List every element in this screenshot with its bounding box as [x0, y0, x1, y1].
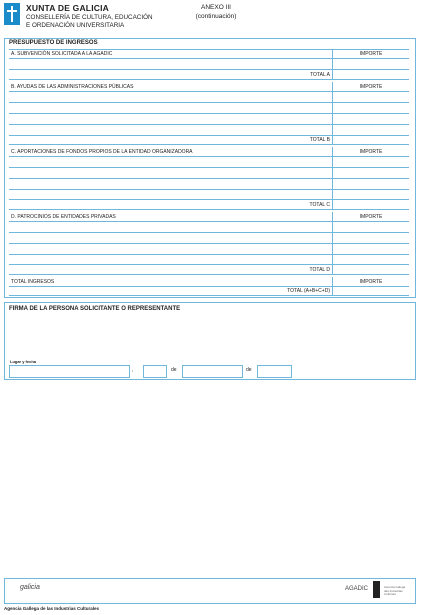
budget-title: PRESUPUESTO DE INGRESOS	[9, 40, 98, 46]
table-row	[9, 221, 409, 222]
table-row	[9, 69, 409, 70]
agadic-logo: AGADIC	[345, 586, 369, 592]
section-b-label: B. AYUDAS DE LAS ADMINISTRACIONES PÚBLICAS	[11, 84, 134, 90]
de-label-1: de	[171, 367, 177, 373]
section-c-label: C. APORTACIONES DE FONDOS PROPIOS DE LA ENTIDAD ORGANIZADORA	[11, 149, 193, 155]
table-row	[9, 91, 409, 92]
divider	[9, 49, 409, 50]
importe-column-divider	[332, 277, 333, 295]
day-field[interactable]	[143, 365, 167, 378]
total-sum-label: TOTAL (A+B+C+D)	[287, 288, 330, 294]
continuation-label: (continuación)	[195, 13, 237, 20]
section-d-label: D. PATROCINIOS DE ENTIDADES PRIVADAS	[11, 214, 116, 220]
table-row	[9, 189, 409, 190]
section-a-importe: IMPORTE	[359, 51, 383, 57]
comma-separator: ,	[132, 367, 134, 373]
signature-title: FIRMA DE LA PERSONA SOLICITANTE O REPRESENTANTE	[9, 306, 181, 312]
de-label-2: de	[246, 367, 252, 373]
table-row	[9, 178, 409, 179]
divider	[9, 79, 409, 80]
table-row	[9, 167, 409, 168]
agadic-small-text: Axencia Galega das Industrias Culturais	[384, 585, 406, 596]
month-field[interactable]	[182, 365, 243, 378]
org-subtitle-line2: E ORDENACIÓN UNIVERSITARIA	[26, 21, 125, 29]
table-row	[9, 243, 409, 244]
table-row	[9, 156, 409, 157]
agency-name: Agencia Gallega de las Industrias Culturales	[4, 606, 100, 611]
total-d-label: TOTAL D	[309, 267, 330, 273]
divider	[9, 144, 409, 145]
importe-column-divider	[332, 212, 333, 274]
table-row	[9, 199, 409, 200]
divider	[9, 209, 409, 210]
divider	[9, 295, 409, 296]
annex-label: ANEXO III	[201, 4, 231, 11]
table-row	[9, 264, 409, 265]
importe-column-divider	[332, 147, 333, 209]
org-subtitle-line1: CONSELLERÍA DE CULTURA, EDUCACIÓN	[26, 14, 153, 21]
annex-heading	[194, 3, 238, 21]
table-row	[9, 286, 409, 287]
total-b-label: TOTAL B	[309, 137, 330, 143]
importe-column-divider	[332, 49, 333, 79]
agadic-mark-icon	[373, 581, 380, 598]
divider	[9, 274, 409, 275]
total-a-label: TOTAL A	[310, 72, 330, 78]
org-subtitle	[26, 14, 153, 29]
place-field[interactable]	[9, 365, 130, 378]
table-row	[9, 135, 409, 136]
org-title: XUNTA DE GALICIA	[26, 3, 110, 13]
table-row	[9, 124, 409, 125]
table-row	[9, 232, 409, 233]
table-row	[9, 58, 409, 59]
section-b-importe: IMPORTE	[359, 84, 383, 90]
place-date-label: Lugar y fecha	[10, 359, 37, 364]
total-ingresos-label: TOTAL INGRESOS	[11, 279, 55, 285]
table-row	[9, 113, 409, 114]
total-c-label: TOTAL C	[309, 202, 330, 208]
coat-of-arms-icon	[4, 3, 20, 25]
total-ingresos-importe: IMPORTE	[359, 279, 383, 285]
section-d-importe: IMPORTE	[359, 214, 383, 220]
table-row	[9, 102, 409, 103]
section-c-importe: IMPORTE	[359, 149, 383, 155]
importe-column-divider	[332, 82, 333, 144]
budget-section	[4, 38, 416, 298]
galicia-logo: galicia	[20, 584, 40, 591]
year-field[interactable]	[257, 365, 292, 378]
section-a-label: A. SUBVENCIÓN SOLICITADA A LA AGADIC	[11, 51, 113, 57]
table-row	[9, 254, 409, 255]
